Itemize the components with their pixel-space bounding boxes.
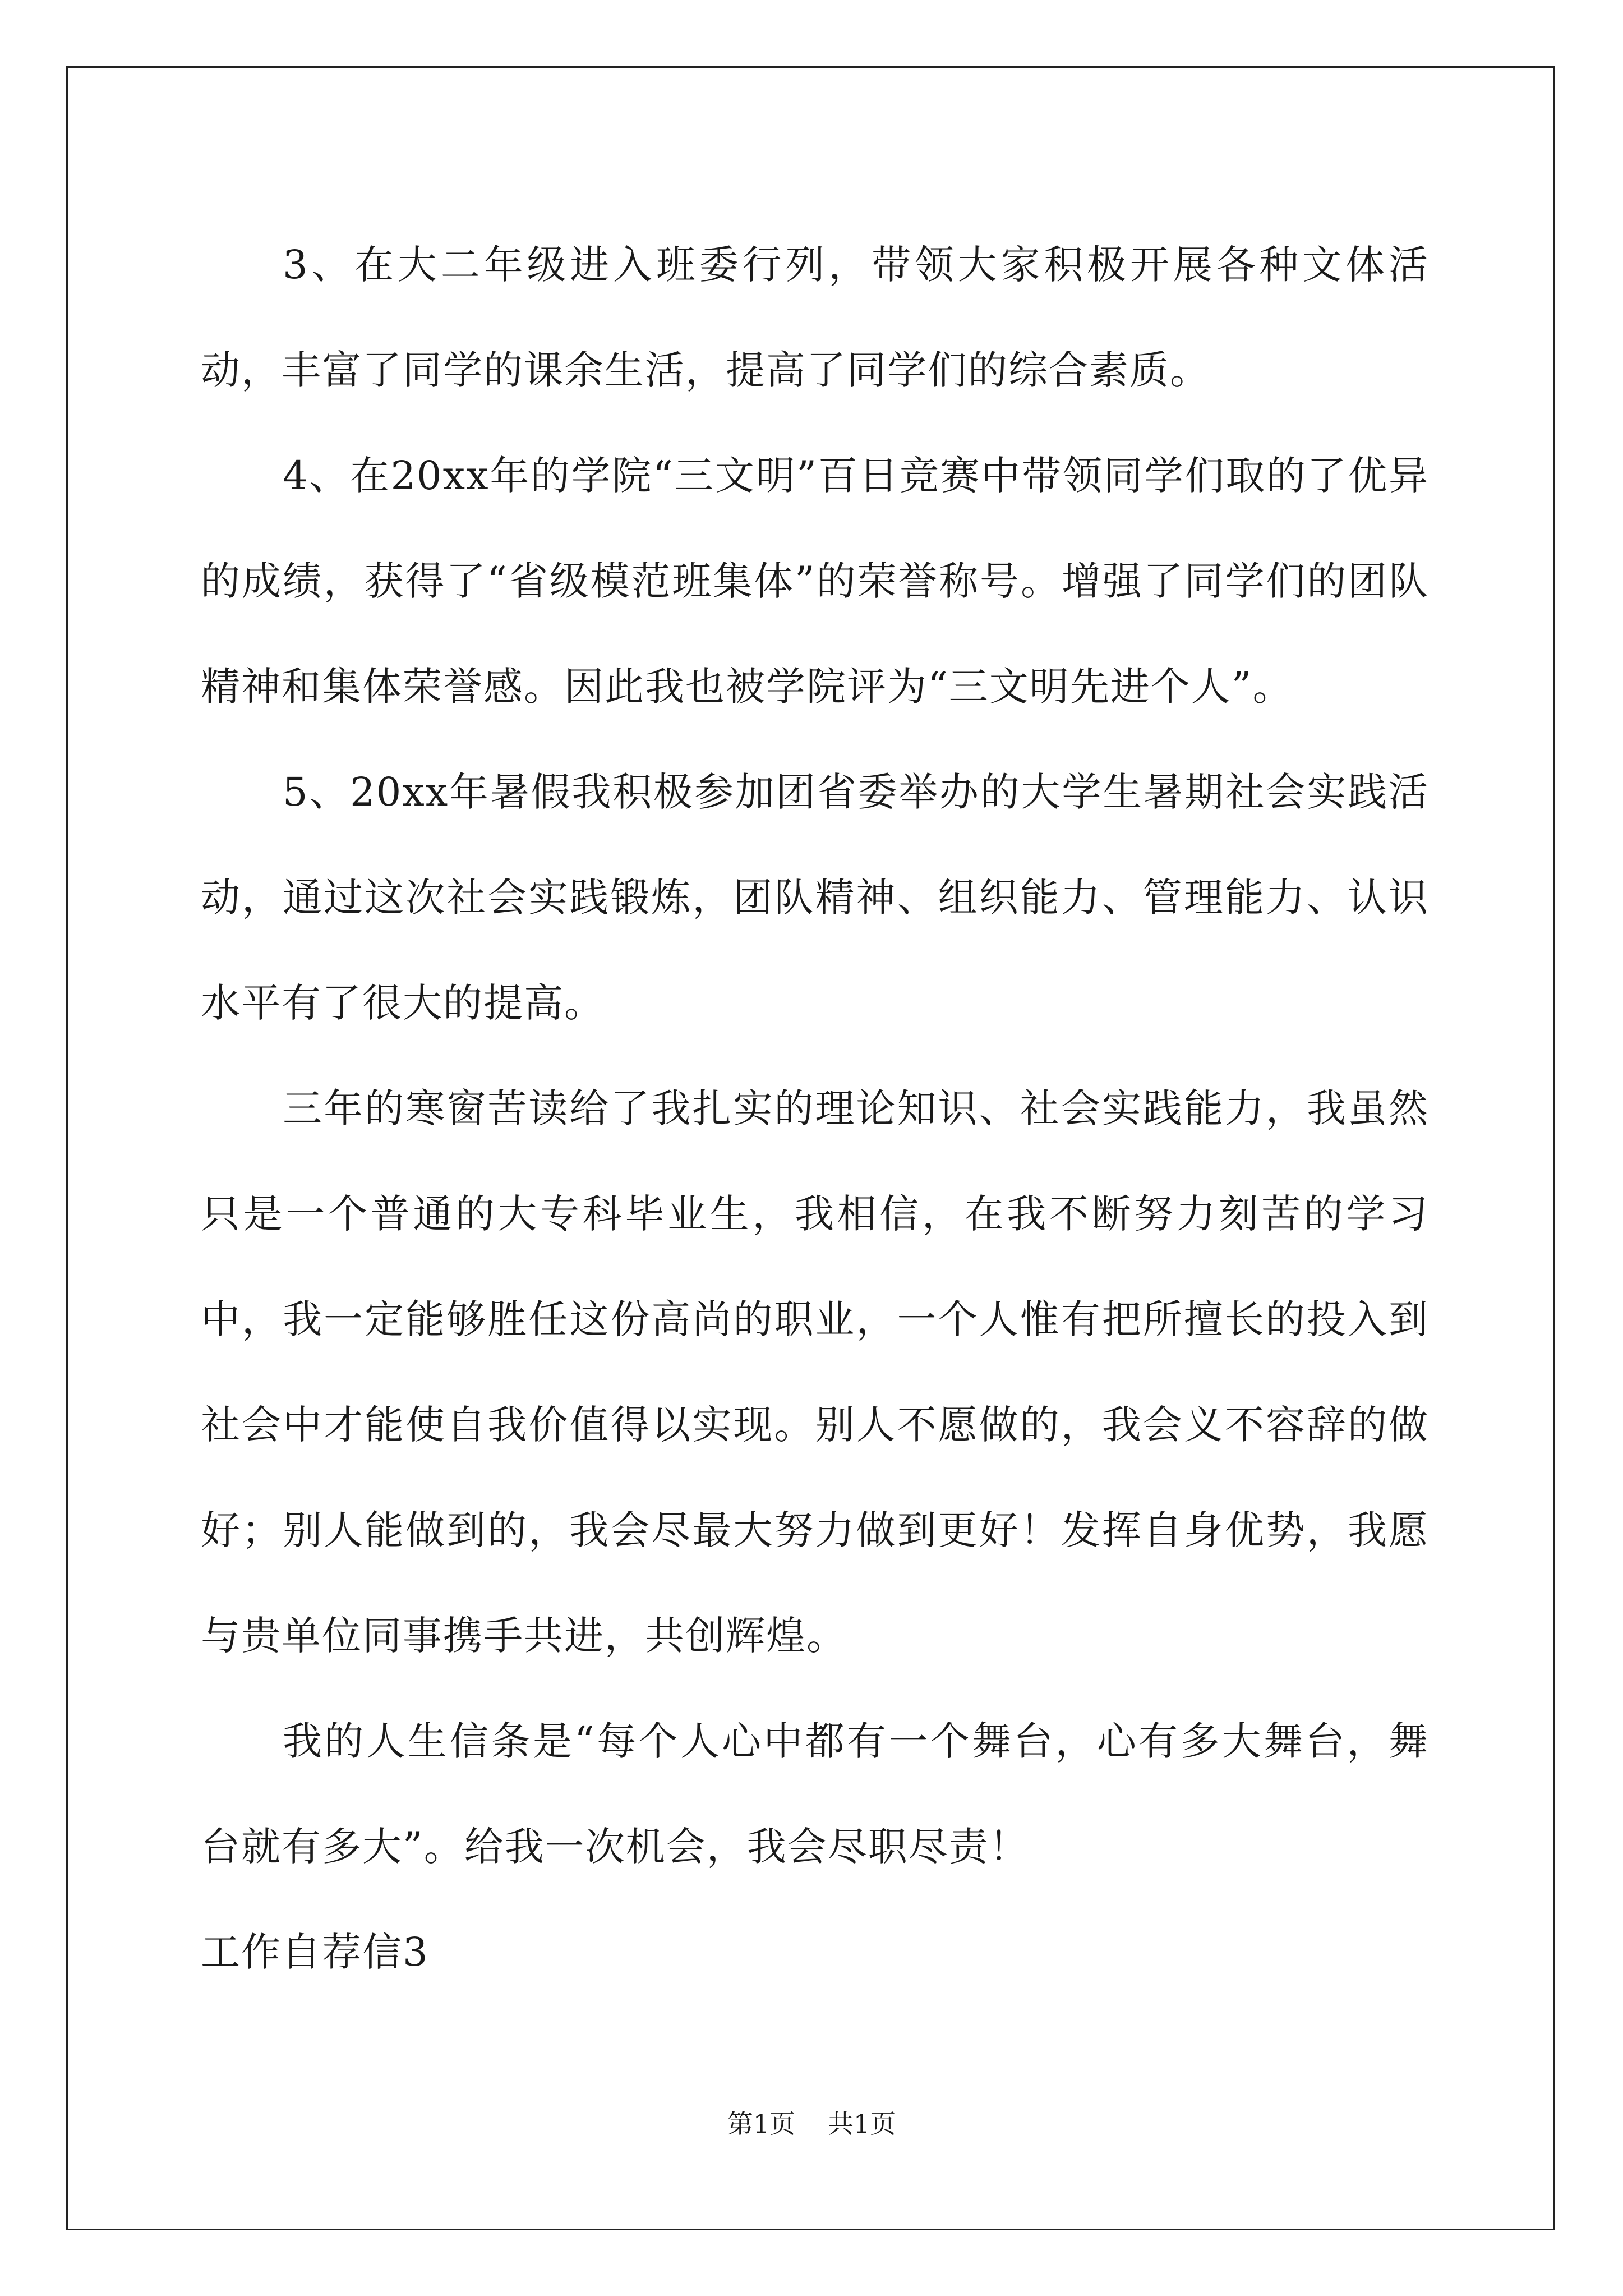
section-heading: 工作自荐信3 — [201, 1929, 429, 1975]
paragraph-summary: 三年的寒窗苦读给了我扎实的理论知识、社会实践能力，我虽然只是一个普通的大专科毕业生，我相信，在我不断努力刻苦的学习中，我一定能够胜任这份高尚的职业，一个人惟有把所擅长的投入到社会中才能使自我价值得以实现。别人不愿做的，我会义不容辞的做好；别人能做到的，我会尽最大努力做到更好！发挥自身优势，我愿与贵单位同事携手共进，共创辉煌。 — [201, 1085, 1429, 1659]
page-total: 共1页 — [828, 2109, 896, 2139]
paragraph-item-4: 4、在20xx年的学院“三文明”百日竞赛中带领同学们取的了优异的成绩，获得了“省级模范班集体”的荣誉称号。增强了同学们的团队精神和集体荣誉感。因此我也被学院评为“三文明先进个人”。 — [201, 453, 1429, 710]
paragraph-motto: 我的人生信条是“每个人心中都有一个舞台，心有多大舞台，舞台就有多大”。给我一次机会，我会尽职尽责！ — [201, 1718, 1429, 1870]
paragraph-item-3: 3、在大二年级进入班委行列，带领大家积极开展各种文体活动，丰富了同学的课余生活，提高了同学们的综合素质。 — [201, 242, 1429, 393]
page-number: 第1页 — [727, 2109, 795, 2139]
paragraph-item-5: 5、20xx年暑假我积极参加团省委举办的大学生暑期社会实践活动，通过这次社会实践锻炼，团队精神、组织能力、管理能力、认识水平有了很大的提高。 — [201, 769, 1429, 1026]
document-body — [201, 212, 1429, 2005]
page-footer — [0, 2107, 1623, 2141]
